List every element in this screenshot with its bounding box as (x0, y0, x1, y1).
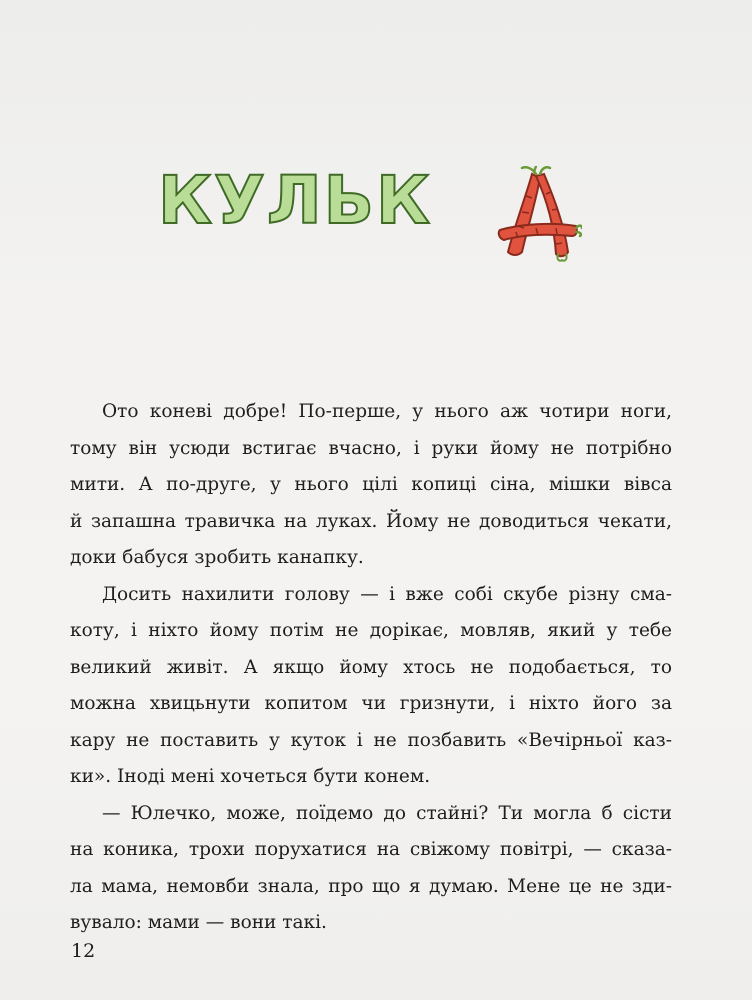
text-line: Ото коневі добре! По-перше, у нього аж чотири ноги, (102, 401, 672, 422)
body-text (70, 394, 672, 942)
text-line: кару не поставить у куток і не позбавить «Вечірньої каз- (70, 729, 672, 751)
text-line: Досить нахилити голову — і вже собі скубе різну сма- (102, 583, 672, 605)
text-line: великий живіт. А якщо йому хтось не подобається, то (70, 656, 672, 678)
text-line: ки». Іноді мені хочеться бути конем. (70, 766, 431, 787)
carrot-letter-a-icon (496, 166, 582, 262)
chapter-title (158, 162, 598, 268)
text-line: вувало: мами — вони такі. (70, 912, 327, 933)
text-line: тому він усюди встигає вчасно, і руки йому не потрібно (70, 437, 672, 459)
chapter-title-text: КУЛЬК (158, 162, 432, 239)
page-number: 12 (71, 940, 96, 962)
text-line: мити. А по-друге, у нього цілі копиці сіна, мішки вівса (70, 474, 672, 495)
text-line: можна хвицьнути копитом чи гризнути, і ніхто його за (70, 693, 672, 714)
text-line: на коника, трохи порухатися на свіжому повітрі, — сказа- (70, 839, 672, 860)
text-line: доки бабуся зробить канапку. (70, 547, 364, 568)
text-line: ла мама, немовби знала, про що я думаю. Мене це не зди- (70, 875, 672, 897)
text-line: й запашна травичка на луках. Йому не доводиться чекати, (70, 510, 672, 532)
text-line: — Юлечко, може, поїдемо до стайні? Ти могла б сісти (102, 802, 672, 824)
text-line: коту, і ніхто йому потім не дорікає, мовляв, який у тебе (70, 620, 672, 641)
